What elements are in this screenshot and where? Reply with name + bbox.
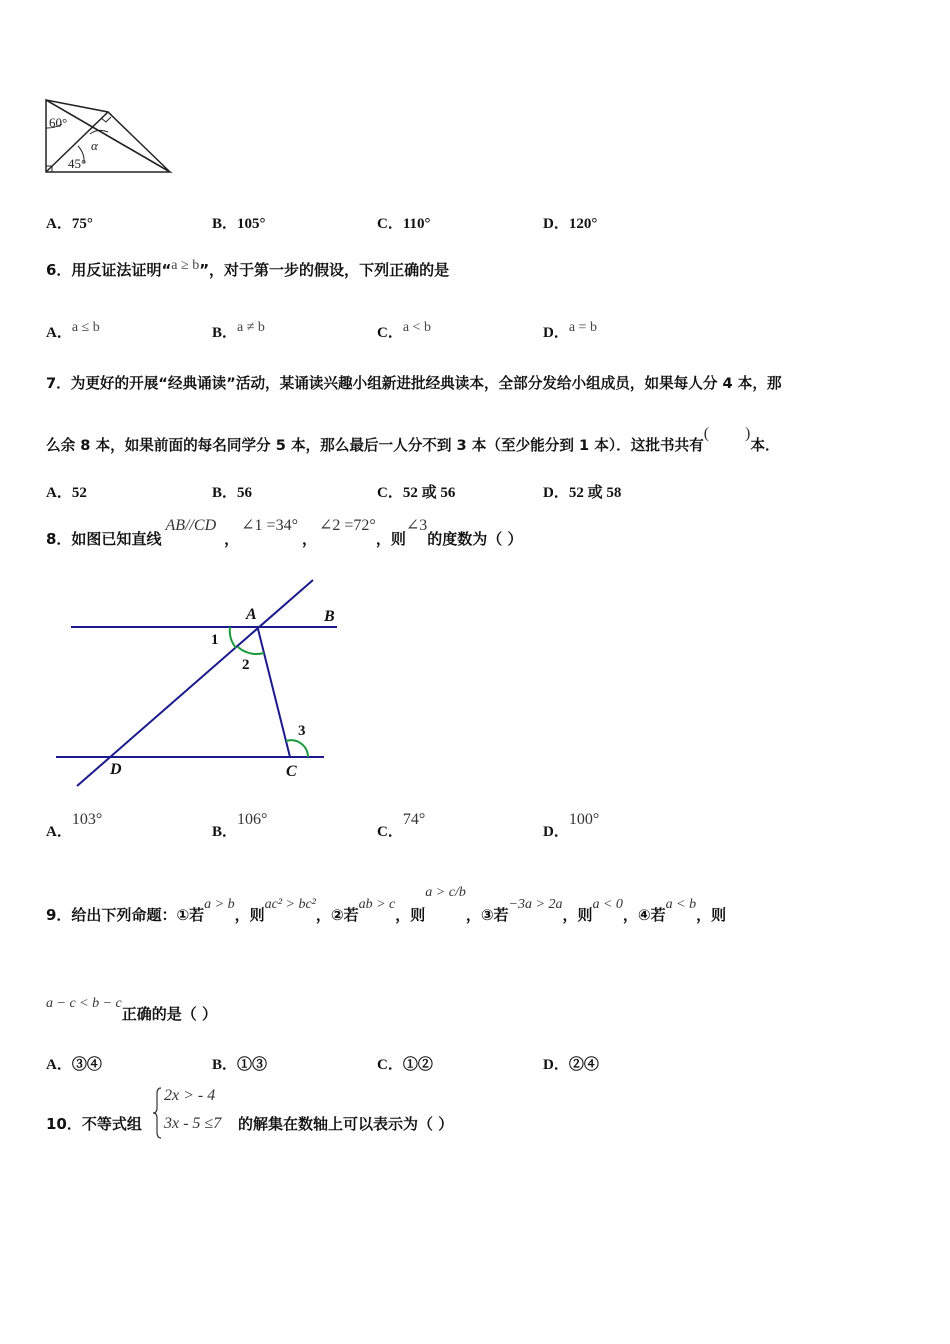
q9-option-b[interactable]: B．①③ (212, 1057, 268, 1073)
q10-stem-pre: 10．不等式组 (46, 1115, 142, 1133)
q8-option-b[interactable]: B．106° (212, 811, 268, 840)
q5-option-b[interactable]: B．105° (212, 216, 266, 232)
label-d: D (110, 761, 122, 778)
label-2: 2 (242, 657, 250, 673)
q7-option-d[interactable]: D．52 或 58 (543, 485, 622, 501)
q8-option-d[interactable]: D．100° (543, 811, 600, 840)
q9-stem-line1: 9．给出下列命题：①若a > b，则ac² > bc²，②若ab > c，则a > c/b，③若−3a > 2a，则a < 0，④若a < b，则 (46, 885, 727, 924)
q6-option-b[interactable]: B．a ≠ b (212, 320, 265, 341)
q9-stem-line2: a − c < b − c正确的是（ ） (46, 996, 218, 1023)
q9-option-d[interactable]: D．②④ (543, 1057, 599, 1073)
q5-option-c[interactable]: C．110° (377, 216, 431, 232)
label-alpha: α (91, 138, 98, 153)
q7-stem-line2: 么余 8 本，如果前面的每名同学分 5 本，那么最后一人分不到 3 本（至少能分到 1 本）．这批书共有( )本． (46, 425, 780, 454)
q8-option-a[interactable]: A．103° (46, 811, 103, 840)
q8-stem: 8．如图已知直线AB//CD，∠1 =34°，∠2 =72°，则∠3的度数为（ ） (46, 517, 523, 548)
q9-option-a[interactable]: A．③④ (46, 1057, 102, 1073)
q5-option-a[interactable]: A．75° (46, 216, 93, 232)
q9-option-c[interactable]: C．①② (377, 1057, 433, 1073)
q8-option-c[interactable]: C．74° (377, 811, 426, 840)
q7-stem-line1: 7．为更好的开展“经典诵读”活动，某诵读兴趣小组新进批经典读本，全部分发给小组成员，如果每人分 4 本，那 (46, 375, 782, 392)
q6-option-d[interactable]: D．a = b (543, 320, 597, 341)
q10-inequality-2: 3x - 5 ≤7 (164, 1115, 222, 1132)
label-3: 3 (298, 723, 306, 739)
q7-option-c[interactable]: C．52 或 56 (377, 485, 456, 501)
label-c: C (286, 763, 297, 780)
q10-inequality-1: 2x > - 4 (164, 1087, 216, 1104)
q10-stem-post: 的解集在数轴上可以表示为（ ） (238, 1115, 454, 1133)
q5-option-d[interactable]: D．120° (543, 216, 598, 232)
q6-stem: 6．用反证法证明“a ≥ b”，对于第一步的假设，下列正确的是 (46, 258, 450, 279)
label-60: 60° (49, 115, 68, 130)
brace-icon (152, 1086, 162, 1140)
q6-option-c[interactable]: C．a < b (377, 320, 431, 341)
label-1: 1 (211, 632, 219, 648)
parallel-lines-figure (50, 572, 350, 794)
label-a: A (246, 606, 257, 623)
triangle-figure (40, 96, 175, 178)
label-b: B (324, 608, 335, 625)
label-45: 45° (68, 156, 87, 171)
q7-option-a[interactable]: A．52 (46, 485, 87, 501)
q7-option-b[interactable]: B．56 (212, 485, 253, 501)
q6-option-a[interactable]: A．a ≤ b (46, 320, 100, 341)
